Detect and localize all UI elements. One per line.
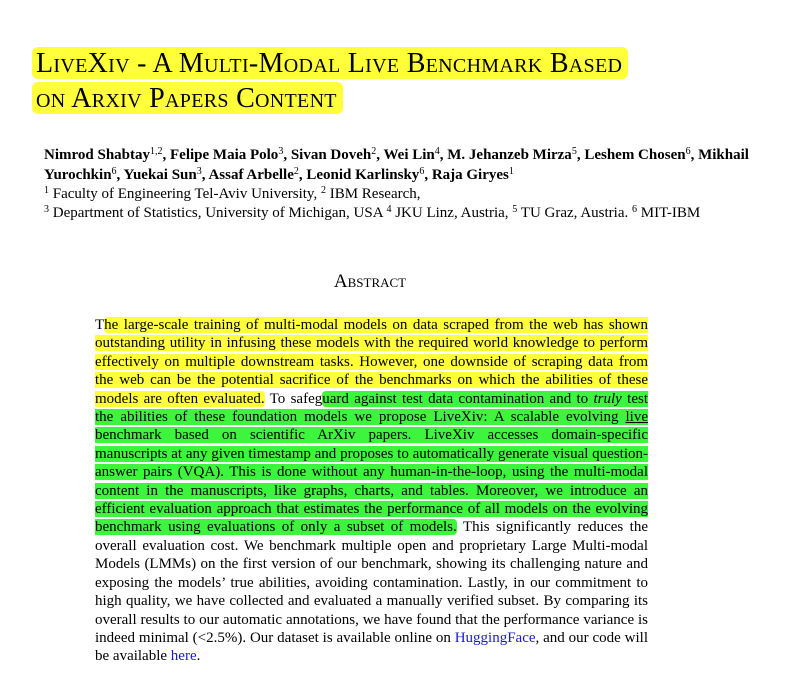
- title-line-2: on Arxiv Papers Content: [32, 82, 343, 114]
- affiliation-line-1: [44, 185, 774, 204]
- author-affiliation-mark: 2: [293, 166, 299, 177]
- code-link[interactable]: here: [170, 648, 197, 665]
- author-name: Assaf Arbelle: [208, 167, 294, 183]
- author-affiliation-mark: 1,2: [150, 146, 163, 157]
- abstract-text: benchmark based on scientific ArXiv papers. LiveXiv accesses domain-specific manuscripts at any given timestamp and proposes to automatically generate visual question-answer pairs (VQA). This is done without any human-in-the-loop, using the multi-modal content in the manuscripts, like graphs, charts, and tables. Moreover, we introduce an efficient evaluation approach that estimates the performance of all models on the evolving benchmark using evaluations of only a subset of models.: [95, 427, 648, 536]
- paper-title: [32, 46, 772, 116]
- affiliation-mark: 1: [44, 185, 49, 196]
- affiliation: Department of Statistics, University of Michigan, USA: [52, 205, 383, 221]
- author-list: Nimrod Shabtay$^{1,2}$, Felipe Maia Polo$^3$, Sivan Doveh$^2$, Wei Lin$^4$, M. Jehanzeb Mirza$^5$, Leshem Chosen$^6$, Mikhail Yurochkin$^6$, Yuekai Sun$^3$, Assaf Arbelle$^2$, Leonid Karlinsky$^6$, Raja Giryes$^1$: [44, 146, 749, 183]
- abstract-text: test the abilities of these foundation models we propose LiveXiv: A scalable evolving: [95, 390, 648, 426]
- author-name: Yuekai Sun: [123, 167, 197, 183]
- author-name: Nimrod Shabtay: [44, 147, 150, 163]
- author-affiliation-mark: 6: [111, 166, 117, 177]
- abstract-text: To safeg: [264, 390, 323, 407]
- abstract-body: [95, 316, 648, 666]
- author-affiliation-mark: 6: [685, 146, 691, 157]
- affiliation-mark: 4: [386, 204, 392, 215]
- author-name: Leonid Karlinsky: [306, 167, 420, 183]
- affiliation: MIT-IBM: [640, 205, 701, 221]
- affiliation-line-2: [44, 204, 774, 223]
- affiliation: Faculty of Engineering Tel-Aviv University,: [52, 186, 318, 202]
- author-name: Leshem Chosen: [584, 147, 686, 163]
- author-affiliation-mark: 3: [278, 146, 284, 157]
- author-affiliation-mark: 6: [419, 166, 425, 177]
- abstract-highlight-green: [95, 391, 648, 536]
- author-affiliation-mark: 3: [196, 166, 202, 177]
- title-line-1: LiveXiv - A Multi-Modal Live Benchmark Based: [32, 47, 628, 79]
- affiliation: JKU Linz, Austria,: [395, 205, 509, 221]
- affiliation-mark: 2: [320, 185, 326, 196]
- huggingface-link[interactable]: HuggingFace: [454, 629, 536, 646]
- abstract-underline: live: [625, 409, 648, 426]
- affiliation: IBM Research,: [329, 186, 421, 202]
- affiliation-mark: 5: [512, 204, 518, 215]
- abstract-heading: Abstract: [333, 271, 407, 292]
- abstract-text: .: [196, 648, 201, 665]
- abstract-highlight-yellow: he large-scale training of multi-modal models on data scraped from the web has shown outstanding utility in infusing these models with the required world knowledge to perform effectively on multiple downstream tasks. However, one downside of scraping data from the web can be the potential sacrifice of the benchmarks on which the abilities of these models are often evaluated.: [95, 317, 648, 407]
- author-affiliation-mark: 4: [434, 146, 440, 157]
- author-affiliation-mark: 2: [371, 146, 377, 157]
- author-name: Felipe Maia Polo: [170, 147, 279, 163]
- author-name: Sivan Doveh: [290, 147, 372, 163]
- abstract-emphasis: truly: [593, 390, 622, 407]
- author-name: Wei Lin: [383, 147, 435, 163]
- author-name: Mikhail Yurochkin: [44, 147, 749, 183]
- affiliation-mark: 6: [632, 204, 637, 215]
- abstract-text: uard against test data contamination and to: [322, 390, 594, 407]
- affiliation: TU Graz, Austria.: [520, 205, 629, 221]
- author-affiliation-mark: 1: [508, 166, 514, 177]
- abstract-text: , and our code will be available: [95, 629, 648, 665]
- author-name: Raja Giryes: [431, 167, 509, 183]
- abstract-first-letter: T: [95, 317, 105, 333]
- author-name: M. Jehanzeb Mirza: [447, 147, 572, 163]
- author-affiliation-mark: 5: [571, 146, 577, 157]
- affiliation-mark: 3: [44, 204, 49, 215]
- abstract-text: This significantly reduces the overall evaluation cost. We benchmark multiple open and proprietary Large Multi-modal Models (LMMs) on the first version of our benchmark, showing its challenging nature and exposing the models’ true abilities, avoiding contamination. Lastly, in our commitment to high quality, we have collected and evaluated a manually verified subset. By comparing its overall results to our automatic annotations, we have found that the performance variance is indeed minimal (<2.5%). Our dataset is available online on: [95, 519, 649, 646]
